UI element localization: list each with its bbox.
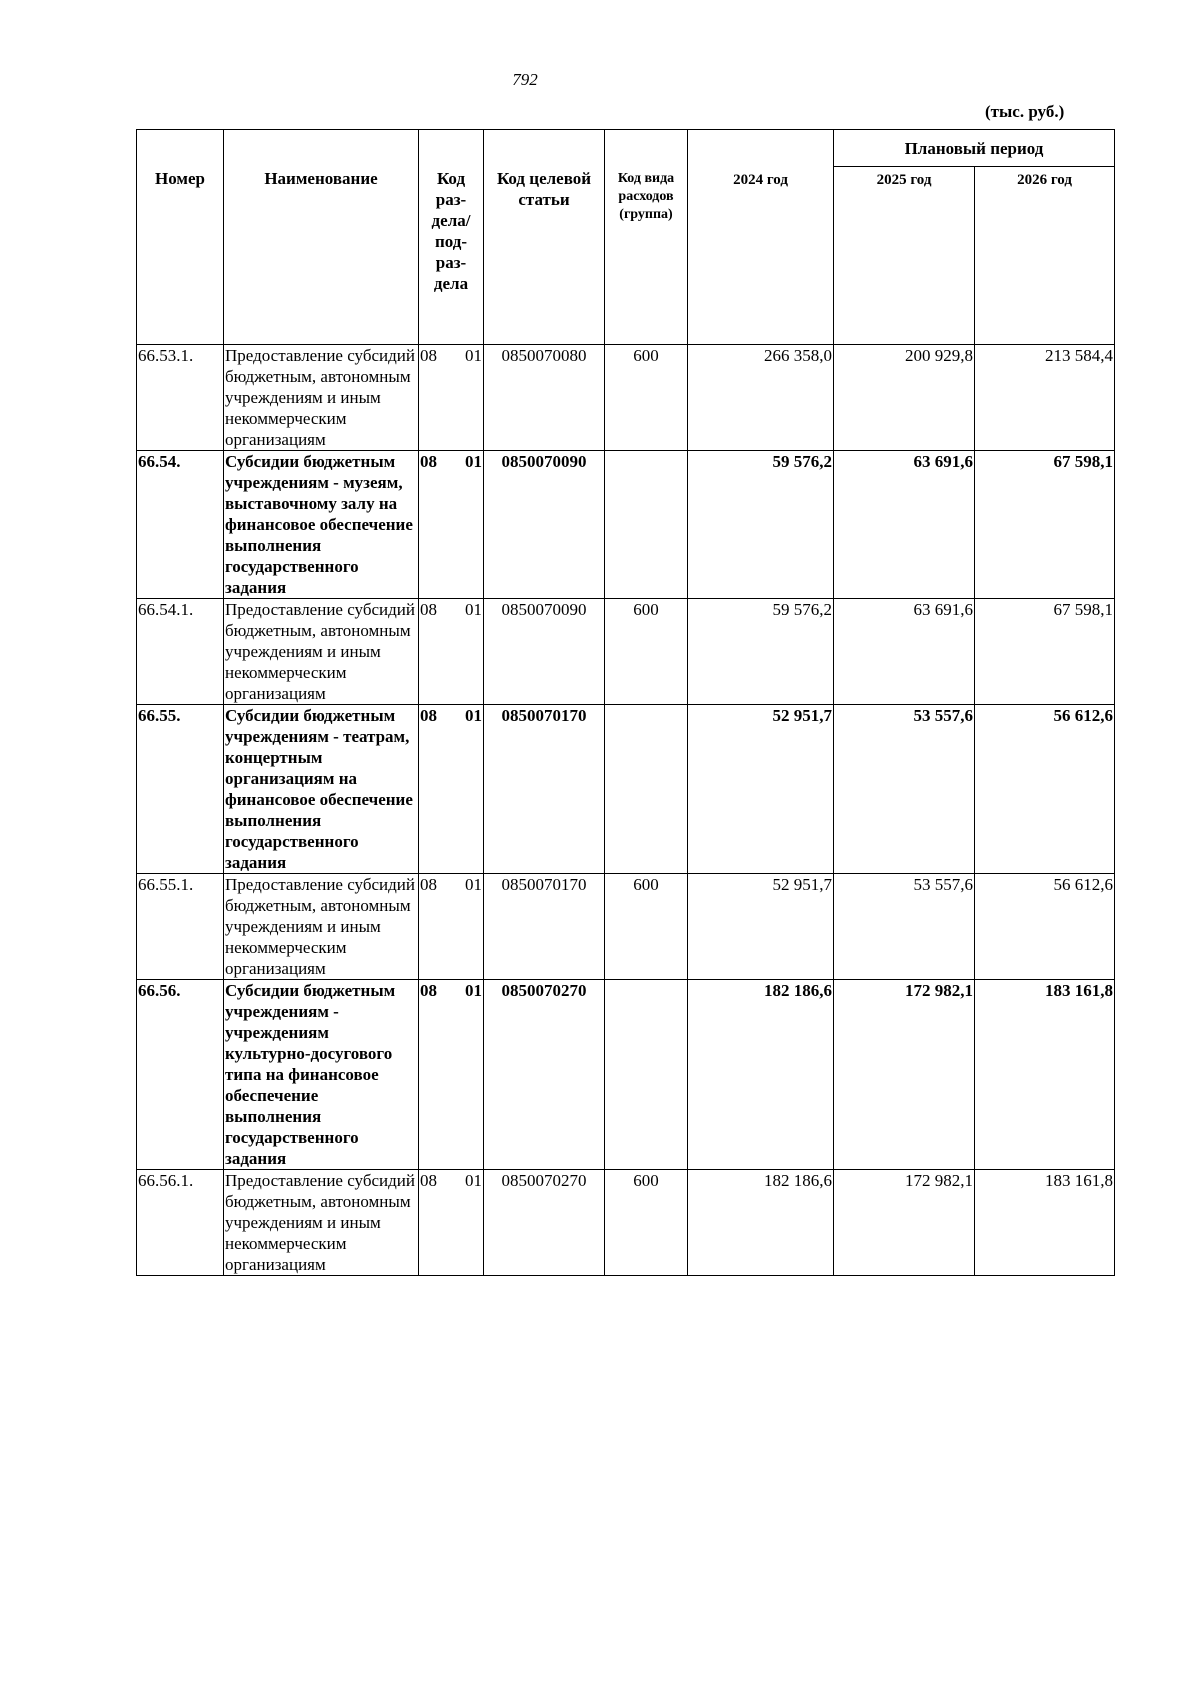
header-section: Код раз-дела/ под-раз-дела: [419, 130, 484, 345]
row-section: 08: [420, 452, 437, 471]
table-row: [137, 980, 1115, 1170]
row-expense-group: [605, 451, 688, 599]
row-subsection: 01: [465, 1171, 482, 1190]
header-target: Код целевой статьи: [484, 130, 605, 345]
row-section-code: [419, 705, 484, 874]
row-amount-2026: 213 584,4: [975, 345, 1115, 451]
header-expense-type: Код вида расходов (группа): [605, 130, 688, 345]
row-subsection: 01: [465, 452, 482, 471]
row-amount-2026: 56 612,6: [975, 874, 1115, 980]
row-section-code: [419, 451, 484, 599]
row-name: Предоставление субсидий бюджетным, автономным учреждениям и иным некоммерческим организациям: [224, 599, 419, 705]
table-row: [137, 345, 1115, 451]
row-amount-2025: 53 557,6: [834, 705, 975, 874]
row-amount-2024: 52 951,7: [688, 705, 834, 874]
row-section: 08: [420, 346, 437, 365]
row-target-code: 0850070170: [484, 705, 605, 874]
header-planning-period: Плановый период: [834, 130, 1115, 167]
row-expense-group: [605, 705, 688, 874]
row-number: 66.54.: [137, 451, 224, 599]
units-label: (тыс. руб.): [985, 102, 1065, 121]
row-target-code: 0850070080: [484, 345, 605, 451]
row-number: 66.56.1.: [137, 1170, 224, 1276]
row-expense-group: 600: [605, 345, 688, 451]
row-amount-2026: 183 161,8: [975, 980, 1115, 1170]
budget-table: [136, 129, 1115, 1276]
row-section: 08: [420, 875, 437, 894]
row-amount-2025: 63 691,6: [834, 599, 975, 705]
row-expense-group: 600: [605, 874, 688, 980]
row-amount-2024: 59 576,2: [688, 451, 834, 599]
row-amount-2024: 266 358,0: [688, 345, 834, 451]
row-subsection: 01: [465, 875, 482, 894]
table-body: [137, 345, 1115, 1276]
row-target-code: 0850070090: [484, 451, 605, 599]
row-section-code: [419, 599, 484, 705]
row-expense-group: 600: [605, 599, 688, 705]
row-amount-2025: 53 557,6: [834, 874, 975, 980]
row-name: Предоставление субсидий бюджетным, автономным учреждениям и иным некоммерческим организациям: [224, 345, 419, 451]
row-target-code: 0850070090: [484, 599, 605, 705]
row-number: 66.53.1.: [137, 345, 224, 451]
row-name: Субсидии бюджетным учреждениям - учреждениям культурно-досугового типа на финансовое обеспечение выполнения государственного задания: [224, 980, 419, 1170]
row-name: Предоставление субсидий бюджетным, автономным учреждениям и иным некоммерческим организациям: [224, 874, 419, 980]
row-name: Предоставление субсидий бюджетным, автономным учреждениям и иным некоммерческим организациям: [224, 1170, 419, 1276]
row-section-code: [419, 980, 484, 1170]
table-row: [137, 1170, 1115, 1276]
table-row: [137, 705, 1115, 874]
row-amount-2026: 183 161,8: [975, 1170, 1115, 1276]
row-section: 08: [420, 1171, 437, 1190]
row-section-code: [419, 1170, 484, 1276]
header-year-2026: 2026 год: [975, 167, 1115, 345]
row-amount-2025: 200 929,8: [834, 345, 975, 451]
row-expense-group: 600: [605, 1170, 688, 1276]
table-row: [137, 874, 1115, 980]
row-number: 66.55.1.: [137, 874, 224, 980]
row-number: 66.54.1.: [137, 599, 224, 705]
row-amount-2025: 172 982,1: [834, 1170, 975, 1276]
table-row: [137, 451, 1115, 599]
row-subsection: 01: [465, 600, 482, 619]
row-amount-2024: 59 576,2: [688, 599, 834, 705]
header-year-2024: 2024 год: [688, 130, 834, 345]
table-row: [137, 599, 1115, 705]
row-amount-2025: 63 691,6: [834, 451, 975, 599]
row-section-code: [419, 345, 484, 451]
row-amount-2024: 52 951,7: [688, 874, 834, 980]
row-section: 08: [420, 600, 437, 619]
row-subsection: 01: [465, 981, 482, 1000]
row-target-code: 0850070270: [484, 1170, 605, 1276]
row-section-code: [419, 874, 484, 980]
row-name: Субсидии бюджетным учреждениям - театрам, концертным организациям на финансовое обеспечение выполнения государственного задания: [224, 705, 419, 874]
header-name: Наименование: [224, 130, 419, 345]
row-amount-2026: 67 598,1: [975, 599, 1115, 705]
header-number: Номер: [137, 130, 224, 345]
page-number: 792: [512, 70, 538, 89]
row-target-code: 0850070170: [484, 874, 605, 980]
row-amount-2025: 172 982,1: [834, 980, 975, 1170]
row-amount-2024: 182 186,6: [688, 1170, 834, 1276]
row-number: 66.55.: [137, 705, 224, 874]
row-name: Субсидии бюджетным учреждениям - музеям, выставочному залу на финансовое обеспечение выполнения государственного задания: [224, 451, 419, 599]
row-section: 08: [420, 981, 437, 1000]
header-row-top: [137, 130, 1115, 167]
row-expense-group: [605, 980, 688, 1170]
row-subsection: 01: [465, 706, 482, 725]
row-amount-2026: 56 612,6: [975, 705, 1115, 874]
row-section: 08: [420, 706, 437, 725]
row-amount-2026: 67 598,1: [975, 451, 1115, 599]
row-number: 66.56.: [137, 980, 224, 1170]
header-year-2025: 2025 год: [834, 167, 975, 345]
row-subsection: 01: [465, 346, 482, 365]
row-target-code: 0850070270: [484, 980, 605, 1170]
row-amount-2024: 182 186,6: [688, 980, 834, 1170]
